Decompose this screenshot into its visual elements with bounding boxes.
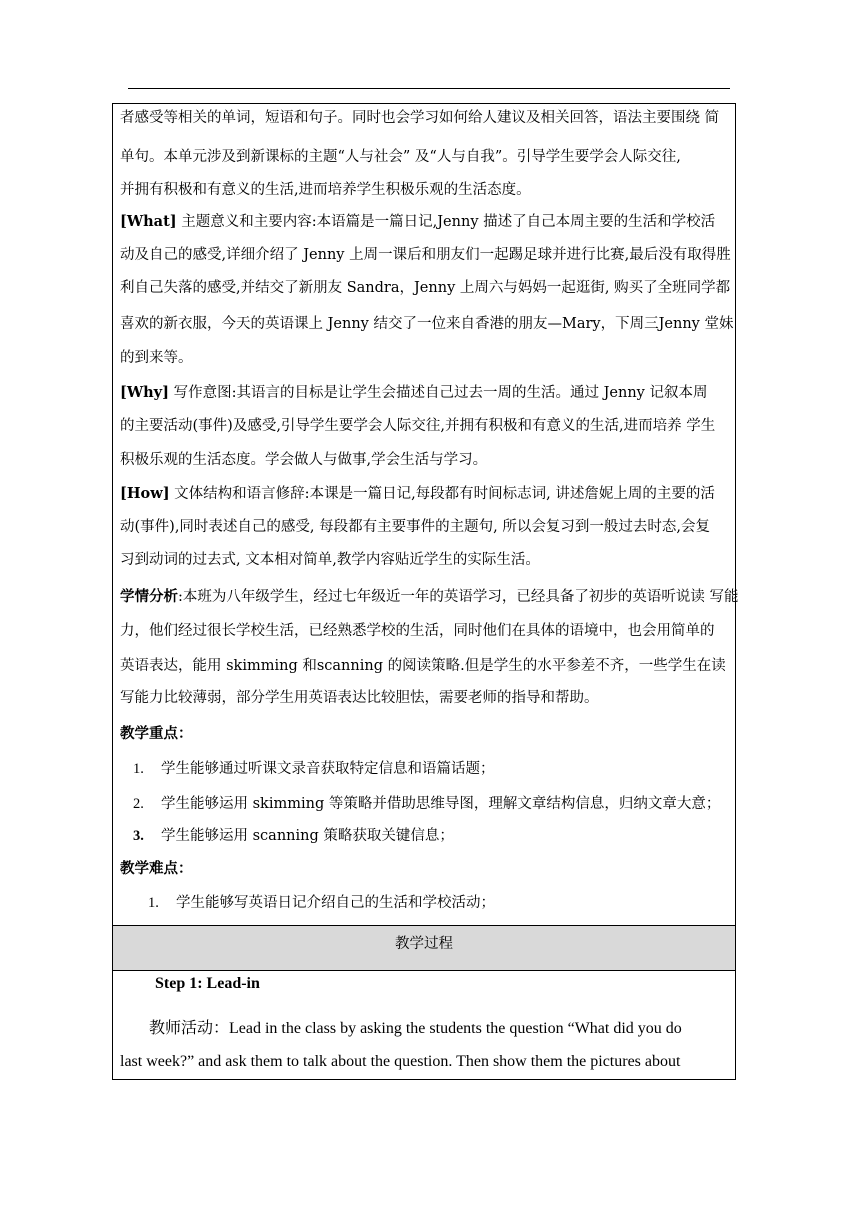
text-line: 英语表达，能用 skimming 和scanning 的阅读策略.但是学生的水平参差不齐，一些学生在读 xyxy=(120,658,726,674)
text-line: 的到来等。 xyxy=(120,350,193,366)
how-paragraph-line: [How] 文体结构和语言修辞:本课是一篇日记,每段都有时间标志词, 讲述詹妮上周的主要的活 xyxy=(120,485,715,502)
list-item: 3. 学生能够运用 scanning 策略获取关键信息； xyxy=(133,828,454,844)
text-line: 并拥有积极和有意义的生活,进而培养学生积极乐观的生活态度。 xyxy=(120,182,531,198)
process-heading: 教学过程 xyxy=(395,936,453,952)
difficult-points-heading: 教学难点： xyxy=(120,860,193,877)
text-line: 写能力比较薄弱，部分学生用英语表达比较胆怯，需要老师的指导和帮助。 xyxy=(120,690,599,706)
analysis-paragraph-line: 学情分析:本班为八年级学生，经过七年级近一年的英语学习，已经具备了初步的英语听说读 写能 xyxy=(120,588,739,605)
step-title: Step 1: Lead-in xyxy=(155,975,260,992)
why-tag: [Why] xyxy=(120,384,169,401)
analysis-tag: 学情分析 xyxy=(120,588,178,605)
how-tag: [How] xyxy=(120,485,170,502)
text-line: 单句。本单元涉及到新课标的主题“人与社会” 及“人与自我”。引导学生要学会人际交往, xyxy=(120,149,681,165)
text-line: 习到动词的过去式, 文本相对简单,教学内容贴近学生的实际生活。 xyxy=(120,552,540,568)
list-item: 2. 学生能够运用 skimming 等策略并借助思维导图，理解文章结构信息，归纳文章大意； xyxy=(133,796,721,812)
text-line: 者感受等相关的单词，短语和句子。同时也会学习如何给人建议及相关回答，语法主要围绕 简 xyxy=(120,110,720,126)
text-line: 力，他们经过很长学校生活，已经熟悉学校的生活，同时他们在具体的语境中，也会用简单的 xyxy=(120,623,715,639)
list-item: 1. 学生能够写英语日记介绍自己的生活和学校活动； xyxy=(148,895,495,911)
key-points-heading: 教学重点： xyxy=(120,725,193,742)
text-line: 教师活动：Lead in the class by asking the students the question “What did you do xyxy=(149,1020,682,1037)
text-line: 喜欢的新衣服，今天的英语课上 Jenny 结交了一位来自香港的朋友—Mary，下周三Jenny 堂妹 xyxy=(120,316,734,332)
list-item: 1. 学生能够通过听课文录音获取特定信息和语篇话题； xyxy=(133,761,495,777)
text-line: 积极乐观的生活态度。学会做人与做事,学会生活与学习。 xyxy=(120,452,488,468)
text-line: last week?” and ask them to talk about the question. Then show them the pictures about xyxy=(120,1053,681,1070)
header-rule xyxy=(128,88,730,89)
what-paragraph-line: [What] 主题意义和主要内容:本语篇是一篇日记,Jenny 描述了自己本周主要的生活和学校活 xyxy=(120,213,716,230)
what-tag: [What] xyxy=(120,213,177,230)
text-line: 的主要活动(事件)及感受,引导学生要学会人际交往,并拥有积极和有意义的生活,进而培养 学生 xyxy=(120,418,716,434)
text-line: 利自己失落的感受,并结交了新朋友 Sandra，Jenny 上周六与妈妈一起逛街, 购买了全班同学都 xyxy=(120,280,731,296)
why-paragraph-line: [Why] 写作意图:其语言的目标是让学生会描述自己过去一周的生活。通过 Jenny 记叙本周 xyxy=(120,384,708,401)
text-line: 动及自己的感受,详细介绍了 Jenny 上周一课后和朋友们一起踢足球并进行比赛,最后没有取得胜 xyxy=(120,247,731,263)
text-line: 动(事件),同时表述自己的感受, 每段都有主要事件的主题句, 所以会复习到一般过去时态,会复 xyxy=(120,519,710,535)
